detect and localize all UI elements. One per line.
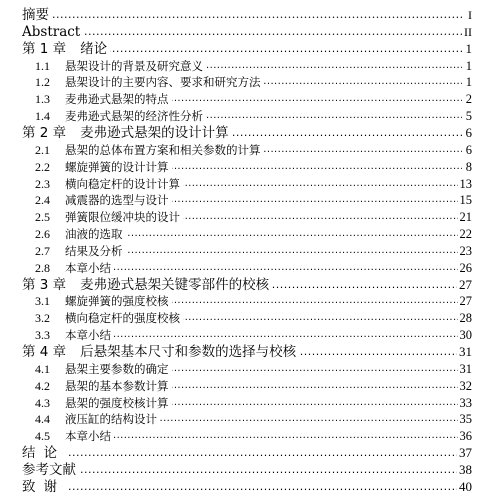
toc-entry[interactable] bbox=[0, 225, 500, 243]
toc-entry-label bbox=[35, 225, 126, 243]
section-title: 螺旋弹簧的设计计算 bbox=[65, 159, 169, 174]
toc-entry[interactable] bbox=[0, 343, 500, 361]
section-number: 4.2 bbox=[35, 378, 50, 393]
section-number: 4.3 bbox=[35, 395, 50, 410]
section-title: 结果及分析 bbox=[65, 243, 123, 258]
page-number: 8 bbox=[465, 159, 472, 174]
toc-entry-label bbox=[35, 394, 172, 412]
section-title: 横向稳定杆的强度校核 bbox=[65, 311, 180, 326]
section-number: 2.7 bbox=[35, 243, 50, 258]
toc-entry[interactable] bbox=[0, 394, 500, 412]
page-number: 26 bbox=[459, 260, 472, 275]
page-number: 37 bbox=[459, 445, 472, 461]
toc-entry-label bbox=[22, 124, 232, 142]
chapter-title: 结论 bbox=[22, 445, 65, 462]
page-number: 15 bbox=[459, 193, 472, 208]
toc-entry[interactable] bbox=[0, 107, 500, 125]
toc-entry-label bbox=[35, 259, 114, 277]
section-title: 悬架设计的主要内容、要求和研究方法 bbox=[65, 75, 261, 90]
section-title: 油液的选取 bbox=[65, 227, 123, 242]
page-number: 2 bbox=[465, 92, 472, 107]
toc-entry[interactable] bbox=[0, 90, 500, 108]
dot-leader bbox=[32, 6, 462, 24]
page-number: II bbox=[464, 24, 472, 39]
page-number: 28 bbox=[459, 311, 472, 326]
section-number: 3.3 bbox=[35, 328, 50, 343]
dot-leader bbox=[32, 23, 462, 41]
page-number: 27 bbox=[459, 294, 472, 309]
toc-entry-label bbox=[35, 292, 172, 310]
section-title: 麦弗逊式悬架的特点 bbox=[65, 92, 169, 107]
section-number: 2.3 bbox=[35, 176, 50, 191]
chapter-number: 第 1 章 bbox=[22, 40, 67, 57]
section-number: 1.2 bbox=[35, 75, 50, 90]
toc-entry-label bbox=[22, 478, 68, 496]
toc-entry-label bbox=[35, 141, 264, 159]
section-title: 麦弗逊式悬架的经济性分析 bbox=[65, 109, 203, 124]
toc-entry[interactable] bbox=[0, 175, 500, 193]
toc-entry-label bbox=[35, 57, 206, 75]
dot-leader bbox=[32, 478, 462, 496]
toc-entry-label bbox=[35, 242, 126, 260]
section-number: 2.2 bbox=[35, 159, 50, 174]
toc-entry[interactable] bbox=[0, 309, 500, 327]
page-number: 1 bbox=[465, 75, 472, 90]
section-title: 悬架的基本参数计算 bbox=[65, 378, 169, 393]
page-number: 13 bbox=[459, 176, 472, 191]
toc-entry-label bbox=[22, 444, 68, 462]
section-number: 4.4 bbox=[35, 412, 50, 427]
chapter-title: 致谢 bbox=[22, 478, 65, 495]
toc-entry[interactable] bbox=[0, 326, 500, 344]
page-number: 32 bbox=[459, 378, 472, 393]
toc-entry[interactable] bbox=[0, 208, 500, 226]
front-matter-title: 摘要 bbox=[22, 7, 49, 23]
toc-entry-label bbox=[35, 208, 183, 226]
toc-entry[interactable] bbox=[0, 6, 500, 24]
toc-entry-label bbox=[35, 360, 172, 378]
toc-entry-label bbox=[22, 40, 110, 58]
page-number: 40 bbox=[459, 478, 472, 494]
section-title: 螺旋弹簧的强度校核 bbox=[65, 294, 169, 309]
chapter-number: 第 2 章 bbox=[22, 124, 67, 141]
page-number: 30 bbox=[459, 328, 472, 343]
chapter-number: 第 3 章 bbox=[22, 276, 67, 293]
toc-entry-label bbox=[35, 73, 264, 91]
page-number: 33 bbox=[459, 395, 472, 410]
page-number: 6 bbox=[465, 142, 472, 157]
section-number: 1.4 bbox=[35, 109, 50, 124]
toc-entry[interactable] bbox=[0, 124, 500, 142]
dot-leader bbox=[32, 461, 462, 479]
section-number: 2.6 bbox=[35, 227, 50, 242]
page-number: 23 bbox=[459, 243, 472, 258]
page-number: 6 bbox=[465, 124, 472, 140]
toc-entry[interactable] bbox=[0, 191, 500, 209]
toc-entry-label bbox=[35, 191, 172, 209]
toc-entry-label bbox=[35, 377, 172, 395]
section-title: 悬架的总体布置方案和相关参数的计算 bbox=[65, 142, 261, 157]
dot-leader bbox=[32, 444, 462, 462]
toc-entry-label bbox=[22, 276, 272, 294]
section-number: 4.1 bbox=[35, 361, 50, 376]
section-title: 悬架设计的背景及研究意义 bbox=[65, 58, 203, 73]
page-number: 31 bbox=[459, 344, 472, 359]
toc-entry[interactable] bbox=[0, 141, 500, 159]
toc-entry-label bbox=[35, 107, 206, 125]
toc-entry-label bbox=[35, 410, 160, 428]
section-title: 液压缸的结构设计 bbox=[65, 412, 157, 427]
toc-entry-label bbox=[35, 326, 114, 344]
toc-entry[interactable] bbox=[0, 461, 500, 479]
section-number: 2.8 bbox=[35, 260, 50, 275]
section-number: 4.5 bbox=[35, 429, 50, 444]
page-number: I bbox=[468, 8, 472, 22]
toc-entry[interactable] bbox=[0, 360, 500, 378]
page-number: 1 bbox=[465, 40, 472, 56]
section-title: 减震器的选型与设计 bbox=[65, 193, 169, 208]
toc-entry[interactable] bbox=[0, 242, 500, 260]
toc-entry-label bbox=[35, 90, 172, 108]
toc-entry-label bbox=[35, 158, 172, 176]
section-title: 悬架主要参数的确定 bbox=[65, 361, 169, 376]
toc-entry-label bbox=[22, 6, 52, 24]
chapter-title: 参考文献 bbox=[22, 461, 76, 478]
toc-entry[interactable] bbox=[0, 377, 500, 395]
toc-entry-label bbox=[35, 427, 114, 445]
section-title: 横向稳定杆的设计计算 bbox=[65, 176, 180, 191]
page-number: 38 bbox=[459, 461, 472, 477]
toc-entry[interactable] bbox=[0, 276, 500, 294]
page-number: 5 bbox=[465, 109, 472, 124]
section-title: 本章小结 bbox=[65, 260, 111, 275]
section-number: 1.3 bbox=[35, 92, 50, 107]
section-title: 本章小结 bbox=[65, 429, 111, 444]
page-number: 35 bbox=[459, 412, 472, 427]
toc-entry-label bbox=[22, 23, 83, 41]
chapter-title: 麦弗逊式悬架的设计计算 bbox=[80, 124, 229, 141]
page-number: 27 bbox=[459, 276, 472, 292]
section-number: 3.2 bbox=[35, 311, 50, 326]
page-number: 1 bbox=[465, 58, 472, 73]
page-number: 36 bbox=[459, 429, 472, 444]
toc-entry[interactable] bbox=[0, 444, 500, 462]
section-number: 1.1 bbox=[35, 58, 50, 73]
section-title: 弹簧限位缓冲块的设计 bbox=[65, 210, 180, 225]
page-number: 21 bbox=[459, 210, 472, 225]
toc-entry[interactable] bbox=[0, 23, 500, 41]
front-matter-title: Abstract bbox=[22, 23, 81, 40]
page-number: 22 bbox=[459, 227, 472, 242]
page-number: 31 bbox=[459, 361, 472, 376]
toc-entry[interactable] bbox=[0, 259, 500, 277]
toc-entry[interactable] bbox=[0, 158, 500, 176]
toc-entry[interactable] bbox=[0, 427, 500, 445]
section-number: 3.1 bbox=[35, 294, 50, 309]
chapter-title: 麦弗逊式悬架关键零部件的校核 bbox=[80, 276, 270, 293]
toc-entry-label bbox=[22, 343, 299, 361]
toc-entry-label bbox=[35, 175, 183, 193]
chapter-title: 绪论 bbox=[80, 40, 108, 57]
chapter-number: 第 4 章 bbox=[22, 344, 67, 360]
toc-entry[interactable] bbox=[0, 57, 500, 75]
section-title: 本章小结 bbox=[65, 328, 111, 343]
toc-entry-label bbox=[22, 461, 79, 479]
toc-entry[interactable] bbox=[0, 410, 500, 428]
section-number: 2.5 bbox=[35, 210, 50, 225]
toc-entry[interactable] bbox=[0, 292, 500, 310]
toc-entry[interactable] bbox=[0, 40, 500, 58]
section-number: 2.1 bbox=[35, 142, 50, 157]
toc-entry[interactable] bbox=[0, 73, 500, 91]
section-number: 2.4 bbox=[35, 193, 50, 208]
toc-entry[interactable] bbox=[0, 478, 500, 496]
toc-entry-label bbox=[35, 309, 183, 327]
section-title: 悬架的强度校核计算 bbox=[65, 395, 169, 410]
chapter-title: 后悬架基本尺寸和参数的选择与校核 bbox=[80, 344, 297, 360]
